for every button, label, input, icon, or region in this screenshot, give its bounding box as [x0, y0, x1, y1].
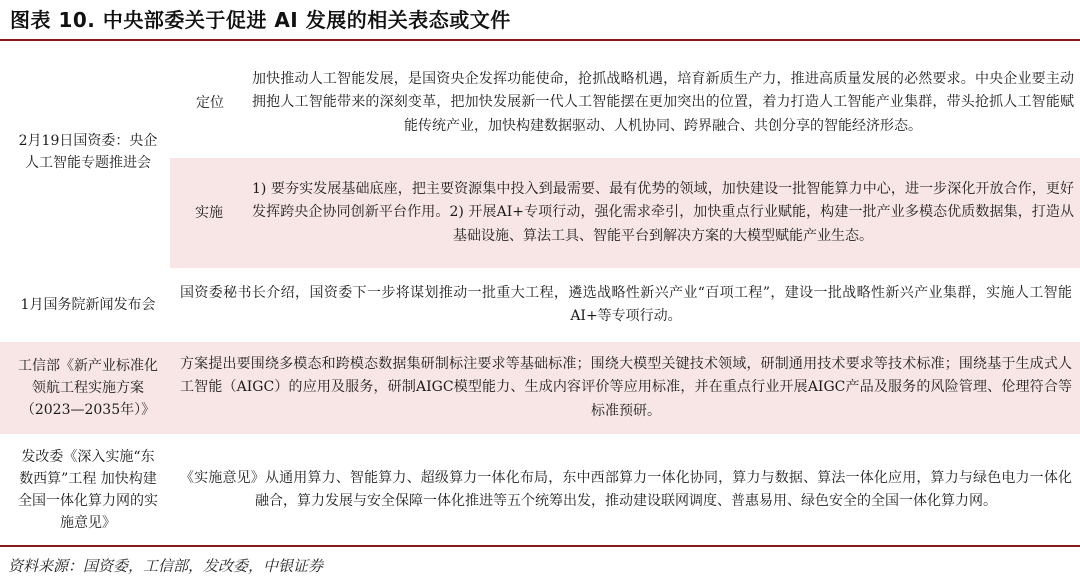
figure-title: 图表 10. 中央部委关于促进 AI 发展的相关表态或文件 — [10, 8, 511, 32]
source-cell — [8, 442, 168, 538]
source-text: 工信部《新产业标准化领航工程实施方案（2023—2035年）》 — [18, 358, 158, 418]
bottom-rule — [0, 545, 1080, 547]
table-row — [0, 276, 1080, 334]
content-text: 加快推动人工智能发展，是国资央企发挥功能使命，抢抓战略机遇，培育新质生产力，推进高质量发展的必然要求。中央企业要主动拥抱人工智能带来的深刻变革，把加快发展新一代人工智能摆在更加突出的位置，着力打造人工智能产业集群，带头抢抓人工智能赋能传统产业，加快构建数据驱动、人机协同、跨界融合、共创分享的智能经济形态。 — [252, 70, 1074, 134]
content-cell — [172, 276, 1080, 334]
source-text: 发改委《深入实施“东数西算”工程 加快构建全国一体化算力网的实施意见》 — [18, 449, 158, 531]
sub-label: 定位 — [196, 95, 224, 111]
top-rule — [0, 39, 1080, 41]
source-note: 资料来源：国资委，工信部，发改委，中银证券 — [8, 557, 324, 575]
content-cell — [248, 158, 1080, 268]
source-cell — [8, 342, 168, 434]
table-row — [0, 342, 1080, 434]
source-text: 2月19日国资委：央企人工智能专题推进会 — [18, 133, 158, 171]
source-text: 1月国务院新闻发布会 — [20, 297, 156, 313]
source-cell — [8, 52, 168, 252]
sub-label: 实施 — [195, 205, 223, 221]
table-row — [0, 52, 1080, 268]
content-text: 方案提出要围绕多模态和跨模态数据集研制标注要求等基础标准；围绕大模型关键技术领域，研制通用技术要求等技术标准；围绕基于生成式人工智能（AIGC）的应用及服务，研制AIGC模型能力、生成内容评价等应用标准，并在重点行业开展AIGC产品及服务的风险管理、伦理符合等标准预研。 — [180, 355, 1072, 419]
sub-label-cell — [170, 158, 248, 268]
source-cell — [8, 276, 168, 334]
content-text: 1) 要夯实发展基础底座，把主要资源集中投入到最需要、最有优势的领域，加快建设一批智能算力中心，进一步深化开放合作，更好发挥跨央企协同创新平台作用。2) 开展AI+专项行动，强化需求牵引，加快重点行业赋能，构建一批产业多模态优质数据集，打造从基础设施、算法工具、智能平台到解决方案的大模型赋能产业生态。 — [252, 180, 1074, 244]
table-row — [0, 442, 1080, 538]
content-text: 国资委秘书长介绍，国资委下一步将谋划推动一批重大工程，遴选战略性新兴产业“百项工程”，建设一批战略性新兴产业集群，实施人工智能AI+等专项行动。 — [180, 284, 1072, 324]
content-cell — [248, 52, 1080, 154]
content-cell — [172, 342, 1080, 434]
sub-label-cell — [172, 52, 248, 154]
content-text: 《实施意见》从通用算力、智能算力、超级算力一体化布局，东中西部算力一体化协同，算力与数据、算法一体化应用，算力与绿色电力一体化融合，算力发展与安全保障一体化推进等五个统筹出发，推动建设联网调度、普惠易用、绿色安全的全国一体化算力网。 — [180, 469, 1072, 509]
content-cell — [172, 442, 1080, 538]
